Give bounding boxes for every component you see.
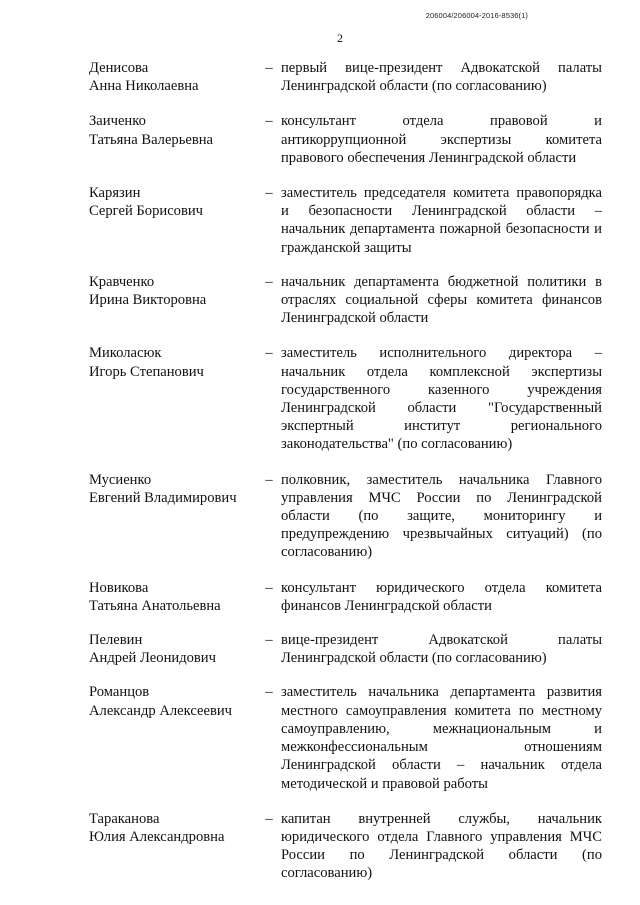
member-row <box>89 579 602 615</box>
member-surname: Пелевин <box>89 632 143 649</box>
member-row <box>89 112 602 167</box>
member-name <box>89 631 257 667</box>
member-name <box>89 471 257 507</box>
dash-separator: – <box>265 345 273 362</box>
member-row <box>89 184 602 257</box>
member-position: первый вице-президент Адвокатской палаты Ленинградской области (по согласованию) <box>281 60 602 95</box>
member-given-names: Анна Николаевна <box>89 78 199 95</box>
member-name <box>89 683 257 719</box>
member-name <box>89 184 257 220</box>
member-position: полковник, заместитель начальника Главного управления МЧС России по Ленинградской области (по защите, мониторингу и предупреждению чрезвычайных ситуаций) (по согласованию) <box>281 471 602 561</box>
member-surname: Тараканова <box>89 810 160 827</box>
member-position: капитан внутренней службы, начальник юридического отдела Главного управления МЧС России по Ленинградской области (по согласованию) <box>281 810 602 882</box>
member-position: вице-президент Адвокатской палаты Ленинградской области (по согласованию) <box>281 632 602 667</box>
member-given-names: Андрей Леонидович <box>89 650 216 667</box>
dash-separator: – <box>265 185 273 202</box>
dash-separator: – <box>265 471 273 488</box>
member-name <box>89 59 257 95</box>
member-given-names: Татьяна Анатольевна <box>89 597 221 614</box>
member-position: заместитель начальника департамента развития местного самоуправления комитета по местному самоуправлению, межнациональным и межконфессиональным отношениям Ленинградской области – начальник отдела методической и правовой работы <box>281 684 602 792</box>
member-given-names: Татьяна Валерьевна <box>89 131 214 148</box>
document-code: 206004/206004-2016-8536(1) <box>425 11 528 20</box>
member-position: начальник департамента бюджетной политики в отраслях социальной сферы комитета финансов Ленинградской области <box>281 273 602 327</box>
member-surname: Заиченко <box>89 113 146 130</box>
member-given-names: Евгений Владимирович <box>89 489 237 506</box>
member-list <box>89 59 602 883</box>
member-row <box>89 471 602 562</box>
dash-separator: – <box>265 684 273 701</box>
member-given-names: Игорь Степанович <box>89 363 204 380</box>
member-row <box>89 344 602 453</box>
member-position: заместитель председателя комитета правопорядка и безопасности Ленинградской области – начальник департамента пожарной безопасности и гражданской защиты <box>281 185 602 256</box>
member-surname: Кравченко <box>89 273 155 290</box>
member-name <box>89 579 257 615</box>
member-name <box>89 810 257 846</box>
member-position: консультант отдела правовой и антикоррупционной экспертизы комитета правового обеспечения Ленинградской области <box>281 113 602 166</box>
member-surname: Денисова <box>89 60 149 76</box>
dash-separator: – <box>265 810 273 827</box>
dash-separator: – <box>265 632 273 649</box>
member-row <box>89 683 602 792</box>
member-surname: Романцов <box>89 684 150 701</box>
member-surname: Мусиенко <box>89 471 152 488</box>
member-position: заместитель исполнительного директора – начальник отдела комплексной экспертизы государственного казенного учреждения Ленинградской области "Государственный экспертный институт регионального законодательства" (по согласованию) <box>281 345 602 453</box>
member-surname: Миколасюк <box>89 345 162 362</box>
member-given-names: Ирина Викторовна <box>89 292 207 309</box>
member-row <box>89 810 602 883</box>
member-given-names: Сергей Борисович <box>89 203 204 220</box>
member-surname: Новикова <box>89 579 149 596</box>
member-given-names: Юлия Александровна <box>89 828 225 845</box>
dash-separator: – <box>265 60 273 76</box>
dash-separator: – <box>265 273 273 290</box>
dash-separator: – <box>265 113 273 130</box>
member-given-names: Александр Алексеевич <box>89 702 233 719</box>
member-surname: Карязин <box>89 185 141 202</box>
member-position: консультант юридического отдела комитета финансов Ленинградской области <box>281 579 602 614</box>
dash-separator: – <box>265 579 273 596</box>
member-row <box>89 59 602 95</box>
member-row <box>89 631 602 667</box>
member-name <box>89 273 257 309</box>
member-row <box>89 273 602 328</box>
member-name <box>89 112 257 148</box>
member-name <box>89 344 257 380</box>
page-number: 2 <box>337 31 343 45</box>
